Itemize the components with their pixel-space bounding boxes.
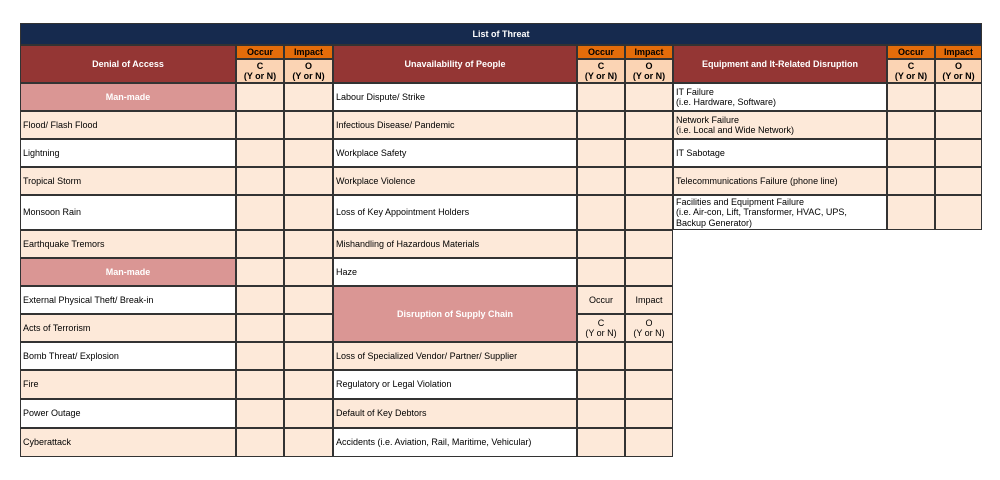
- threat-row-text: Haze: [336, 266, 358, 277]
- threat-row-text: Lightning: [23, 147, 60, 158]
- threat-row-text: Tropical Storm: [23, 175, 82, 186]
- threat-row-text: Network Failure (i.e. Local and Wide Network): [676, 114, 795, 135]
- subheader-man-made: [20, 258, 236, 286]
- occur-cell: [887, 111, 935, 139]
- occur-code-label: C (Y or N): [585, 317, 617, 338]
- occur-cell: [577, 370, 625, 399]
- threat-row: [20, 111, 236, 139]
- threat-row: [20, 342, 236, 370]
- threat-row: [673, 111, 887, 139]
- occur-code-label: C (Y or N): [894, 60, 928, 81]
- occur-cell: [236, 230, 284, 258]
- impact-cell: [284, 342, 333, 370]
- group-header-equipment-text: Equipment and It-Related Disruption: [701, 58, 858, 69]
- occur-cell: [236, 314, 284, 342]
- occur-cell: [236, 286, 284, 314]
- threat-row: [333, 83, 577, 111]
- occur-cell: [577, 83, 625, 111]
- impact-cell: [284, 83, 333, 111]
- threat-row-text: Regulatory or Legal Violation: [336, 379, 452, 390]
- threat-row-text: Telecommunications Failure (phone line): [676, 175, 838, 186]
- threat-row: [20, 399, 236, 428]
- threat-row-text: Accidents (i.e. Aviation, Rail, Maritime, Vehicular): [336, 437, 532, 448]
- occur-header: [577, 286, 625, 314]
- occur-cell: [577, 111, 625, 139]
- impact-code-cell: [625, 59, 673, 83]
- occur-cell: [236, 83, 284, 111]
- group-header-supply-text: Disruption of Supply Chain: [397, 308, 513, 319]
- impact-header-text: Impact: [943, 46, 973, 57]
- occur-cell: [577, 195, 625, 230]
- impact-header: [625, 45, 673, 59]
- group-header-people-text: Unavailability of People: [404, 58, 506, 69]
- occur-cell: [577, 428, 625, 457]
- impact-cell: [935, 195, 982, 230]
- threat-row: [673, 167, 887, 195]
- impact-code-cell: [284, 59, 333, 83]
- impact-cell: [284, 370, 333, 399]
- impact-cell: [284, 111, 333, 139]
- occur-cell: [577, 342, 625, 370]
- impact-header: [625, 286, 673, 314]
- impact-cell: [625, 428, 673, 457]
- threat-row-text: IT Sabotage: [676, 147, 725, 158]
- impact-cell: [284, 230, 333, 258]
- threat-row-text: Flood/ Flash Flood: [23, 119, 98, 130]
- threat-row-text: Default of Key Debtors: [336, 408, 427, 419]
- threat-row-text: Power Outage: [23, 408, 81, 419]
- occur-cell: [887, 195, 935, 230]
- threat-row: [20, 314, 236, 342]
- occur-cell: [236, 111, 284, 139]
- occur-cell: [577, 399, 625, 428]
- threat-row: [673, 195, 887, 230]
- occur-header: [236, 45, 284, 59]
- threat-row: [333, 139, 577, 167]
- threat-row: [673, 139, 887, 167]
- threat-row-text: Workplace Violence: [336, 175, 416, 186]
- impact-code-cell: [625, 314, 673, 342]
- impact-code-label: O (Y or N): [633, 317, 665, 338]
- impact-cell: [284, 428, 333, 457]
- occur-cell: [236, 139, 284, 167]
- impact-header: [284, 45, 333, 59]
- threat-row: [20, 167, 236, 195]
- impact-header-text: Impact: [293, 46, 323, 57]
- threat-row-text: IT Failure (i.e. Hardware, Software): [676, 86, 777, 107]
- impact-cell: [625, 83, 673, 111]
- group-header-denial: [20, 45, 236, 83]
- occur-code-cell: [236, 59, 284, 83]
- occur-cell: [236, 258, 284, 286]
- threat-row: [333, 342, 577, 370]
- impact-cell: [284, 399, 333, 428]
- occur-cell: [236, 195, 284, 230]
- threat-row-text: Infectious Disease/ Pandemic: [336, 119, 455, 130]
- impact-cell: [625, 139, 673, 167]
- occur-header-text: Occur: [587, 46, 614, 57]
- threat-row: [333, 370, 577, 399]
- occur-code-cell: [577, 314, 625, 342]
- threat-row-text: Loss of Key Appointment Holders: [336, 207, 470, 218]
- impact-cell: [284, 286, 333, 314]
- threat-row-text: Facilities and Equipment Failure (i.e. Air-con, Lift, Transformer, HVAC, UPS, Backup Generator): [676, 196, 847, 228]
- impact-cell: [625, 258, 673, 286]
- subheader-man-made-text: Man-made: [105, 91, 151, 102]
- impact-code-cell: [935, 59, 982, 83]
- threat-row: [20, 230, 236, 258]
- threat-row: [20, 195, 236, 230]
- occur-cell: [577, 139, 625, 167]
- impact-header: [935, 45, 982, 59]
- threat-row: [333, 230, 577, 258]
- occur-cell: [577, 167, 625, 195]
- impact-cell: [625, 230, 673, 258]
- impact-cell: [284, 258, 333, 286]
- threat-row: [333, 399, 577, 428]
- occur-header-text: Occur: [588, 294, 613, 305]
- occur-cell: [236, 399, 284, 428]
- group-header-equipment: [673, 45, 887, 83]
- impact-cell: [935, 83, 982, 111]
- occur-cell: [887, 139, 935, 167]
- threat-row: [333, 258, 577, 286]
- threat-row-text: Monsoon Rain: [23, 207, 82, 218]
- threat-row: [333, 167, 577, 195]
- occur-code-label: C (Y or N): [243, 60, 277, 81]
- threat-row: [20, 139, 236, 167]
- table-title: [20, 23, 982, 45]
- impact-cell: [625, 342, 673, 370]
- group-header-denial-text: Denial of Access: [92, 58, 164, 69]
- threat-row-text: Loss of Specialized Vendor/ Partner/ Supplier: [336, 350, 518, 361]
- occur-cell: [887, 83, 935, 111]
- impact-cell: [284, 314, 333, 342]
- subheader-man-made: [20, 83, 236, 111]
- threat-row-text: Earthquake Tremors: [23, 238, 105, 249]
- occur-code-cell: [577, 59, 625, 83]
- occur-cell: [236, 342, 284, 370]
- impact-cell: [284, 139, 333, 167]
- occur-cell: [577, 230, 625, 258]
- threat-row: [673, 83, 887, 111]
- impact-code-label: O (Y or N): [292, 60, 325, 81]
- occur-cell: [236, 167, 284, 195]
- occur-header: [887, 45, 935, 59]
- impact-cell: [625, 370, 673, 399]
- threat-row: [333, 111, 577, 139]
- threat-row: [333, 428, 577, 457]
- occur-cell: [236, 428, 284, 457]
- occur-header-text: Occur: [897, 46, 924, 57]
- occur-code-cell: [887, 59, 935, 83]
- impact-header-text: Impact: [634, 46, 664, 57]
- impact-cell: [284, 195, 333, 230]
- threat-row-text: Mishandling of Hazardous Materials: [336, 238, 480, 249]
- impact-cell: [625, 167, 673, 195]
- threat-row-text: Cyberattack: [23, 437, 72, 448]
- impact-cell: [625, 399, 673, 428]
- impact-header-text: Impact: [635, 294, 663, 305]
- table-title-text: List of Threat: [472, 28, 530, 39]
- impact-cell: [935, 167, 982, 195]
- impact-code-label: O (Y or N): [942, 60, 975, 81]
- threat-row-text: Bomb Threat/ Explosion: [23, 350, 119, 361]
- occur-code-label: C (Y or N): [584, 60, 618, 81]
- occur-cell: [887, 167, 935, 195]
- group-header-people: [333, 45, 577, 83]
- occur-header: [577, 45, 625, 59]
- impact-cell: [935, 111, 982, 139]
- occur-header-text: Occur: [246, 46, 273, 57]
- threat-row: [333, 195, 577, 230]
- impact-cell: [935, 139, 982, 167]
- threat-row-text: Labour Dispute/ Strike: [336, 91, 426, 102]
- threat-row-text: Fire: [23, 379, 39, 390]
- occur-cell: [577, 258, 625, 286]
- threat-row-text: Acts of Terrorism: [23, 322, 91, 333]
- threat-row: [20, 428, 236, 457]
- threat-row-text: Workplace Safety: [336, 147, 407, 158]
- impact-code-label: O (Y or N): [632, 60, 666, 81]
- impact-cell: [284, 167, 333, 195]
- threat-row: [20, 286, 236, 314]
- threat-row: [20, 370, 236, 399]
- occur-cell: [236, 370, 284, 399]
- impact-cell: [625, 195, 673, 230]
- impact-cell: [625, 111, 673, 139]
- subheader-man-made-text: Man-made: [105, 266, 151, 277]
- group-header-supply: [333, 286, 577, 342]
- threat-row-text: External Physical Theft/ Break-in: [23, 294, 154, 305]
